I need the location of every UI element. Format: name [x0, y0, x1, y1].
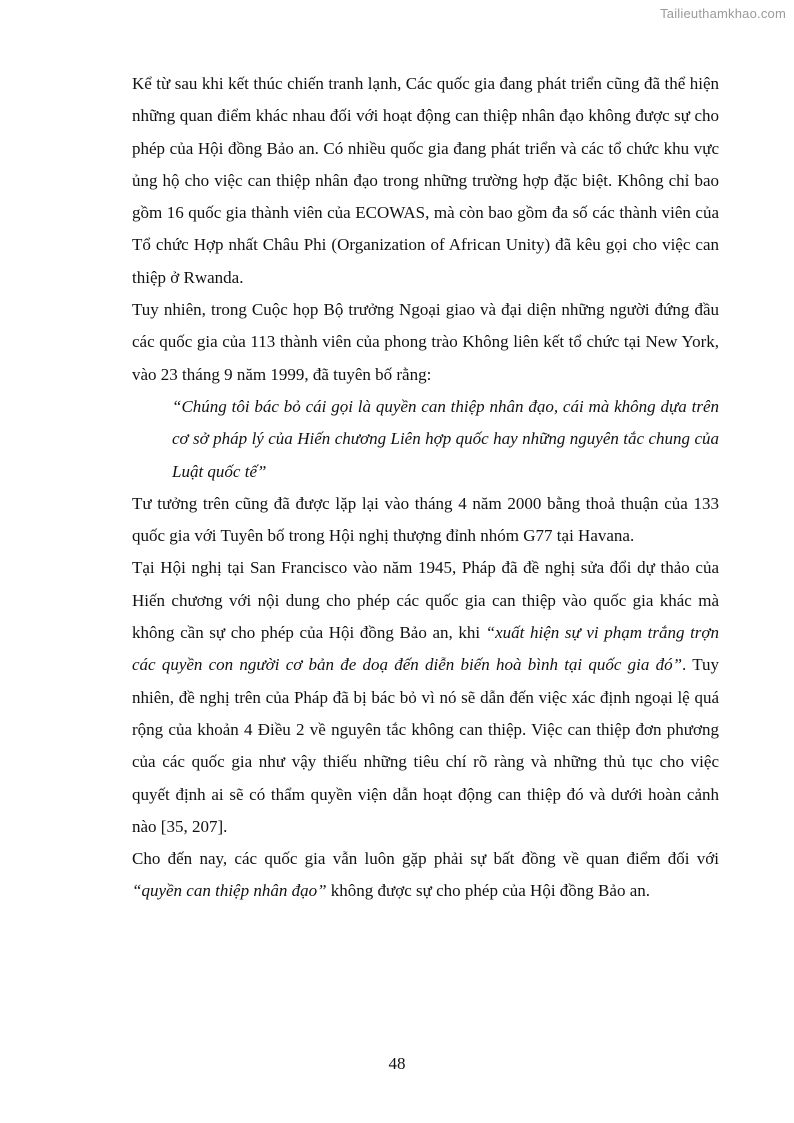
paragraph-4	[132, 552, 719, 843]
watermark-text: Tailieuthamkhao.com	[660, 6, 786, 21]
paragraph-5	[132, 843, 719, 908]
paragraph-4-end: . Tuy nhiên, đề nghị trên của Pháp đã bị bác bỏ vì nó sẽ dẫn đến việc xác định ngoại lệ quá rộng của khoản 4 Điều 2 về nguyên tắc không can thiệp. Việc can thiệp đơn phương của các quốc gia như vậy thiếu những tiêu chí rõ ràng và những thủ tục cho việc quyết định ai sẽ có thẩm quyền viện dẫn hoạt động can thiệp đó và dưới hoàn cảnh nào [35, 207].	[132, 655, 720, 836]
paragraph-5-end: không được sự cho phép của Hội đồng Bảo an.	[326, 881, 650, 901]
page-number: 48	[388, 1054, 406, 1073]
paragraph-4-start: Tại Hội nghị tại San Francisco vào năm 1945, Pháp đã đề nghị sửa đổi dự thảo của Hiến chương với nội dung cho phép các quốc gia can thiệp vào quốc gia khác mà không cần sự cho phép của Hội đồng Bảo an, khi	[132, 558, 719, 643]
paragraph-5-italic: “quyền can thiệp nhân đạo”	[132, 881, 327, 901]
paragraph-1: Kể từ sau khi kết thúc chiến tranh lạnh, Các quốc gia đang phát triển cũng đã thể hiện những quan điểm khác nhau đối với hoạt động can thiệp nhân đạo không được sự cho phép của Hội đồng Bảo an. Có nhiều quốc gia đang phát triển và các tổ chức khu vực ủng hộ cho việc can thiệp nhân đạo trong những trường hợp đặc biệt. Không chỉ bao gồm 16 quốc gia thành viên của ECOWAS, mà còn bao gồm đa số các thành viên của Tổ chức Hợp nhất Châu Phi (Organization of African Unity) đã kêu gọi cho việc can thiệp ở Rwanda.	[132, 74, 719, 287]
paragraph-3: Tư tưởng trên cũng đã được lặp lại vào tháng 4 năm 2000 bằng thoả thuận của 133 quốc gia với Tuyên bố trong Hội nghị thượng đỉnh nhóm G77 tại Havana.	[132, 493, 719, 546]
paragraph-4-italic: “xuất hiện sự vi phạm trắng trợn các quyền con người cơ bản đe doạ đến diễn biến hoà bình tại quốc gia đó”	[132, 623, 719, 675]
document-body	[132, 68, 719, 908]
paragraph-5-start: Cho đến nay, các quốc gia vẫn luôn gặp phải sự bất đồng về quan điểm đối với	[132, 849, 719, 869]
block-quote: “Chúng tôi bác bỏ cái gọi là quyền can thiệp nhân đạo, cái mà không dựa trên cơ sở pháp lý của Hiến chương Liên hợp quốc hay những nguyên tắc chung của Luật quốc tế”	[172, 396, 719, 481]
paragraph-2: Tuy nhiên, trong Cuộc họp Bộ trưởng Ngoại giao và đại diện những người đứng đầu các quốc gia của 113 thành viên của phong trào Không liên kết tổ chức tại New York, vào 23 tháng 9 năm 1999, đã tuyên bố rằng:	[132, 300, 719, 384]
